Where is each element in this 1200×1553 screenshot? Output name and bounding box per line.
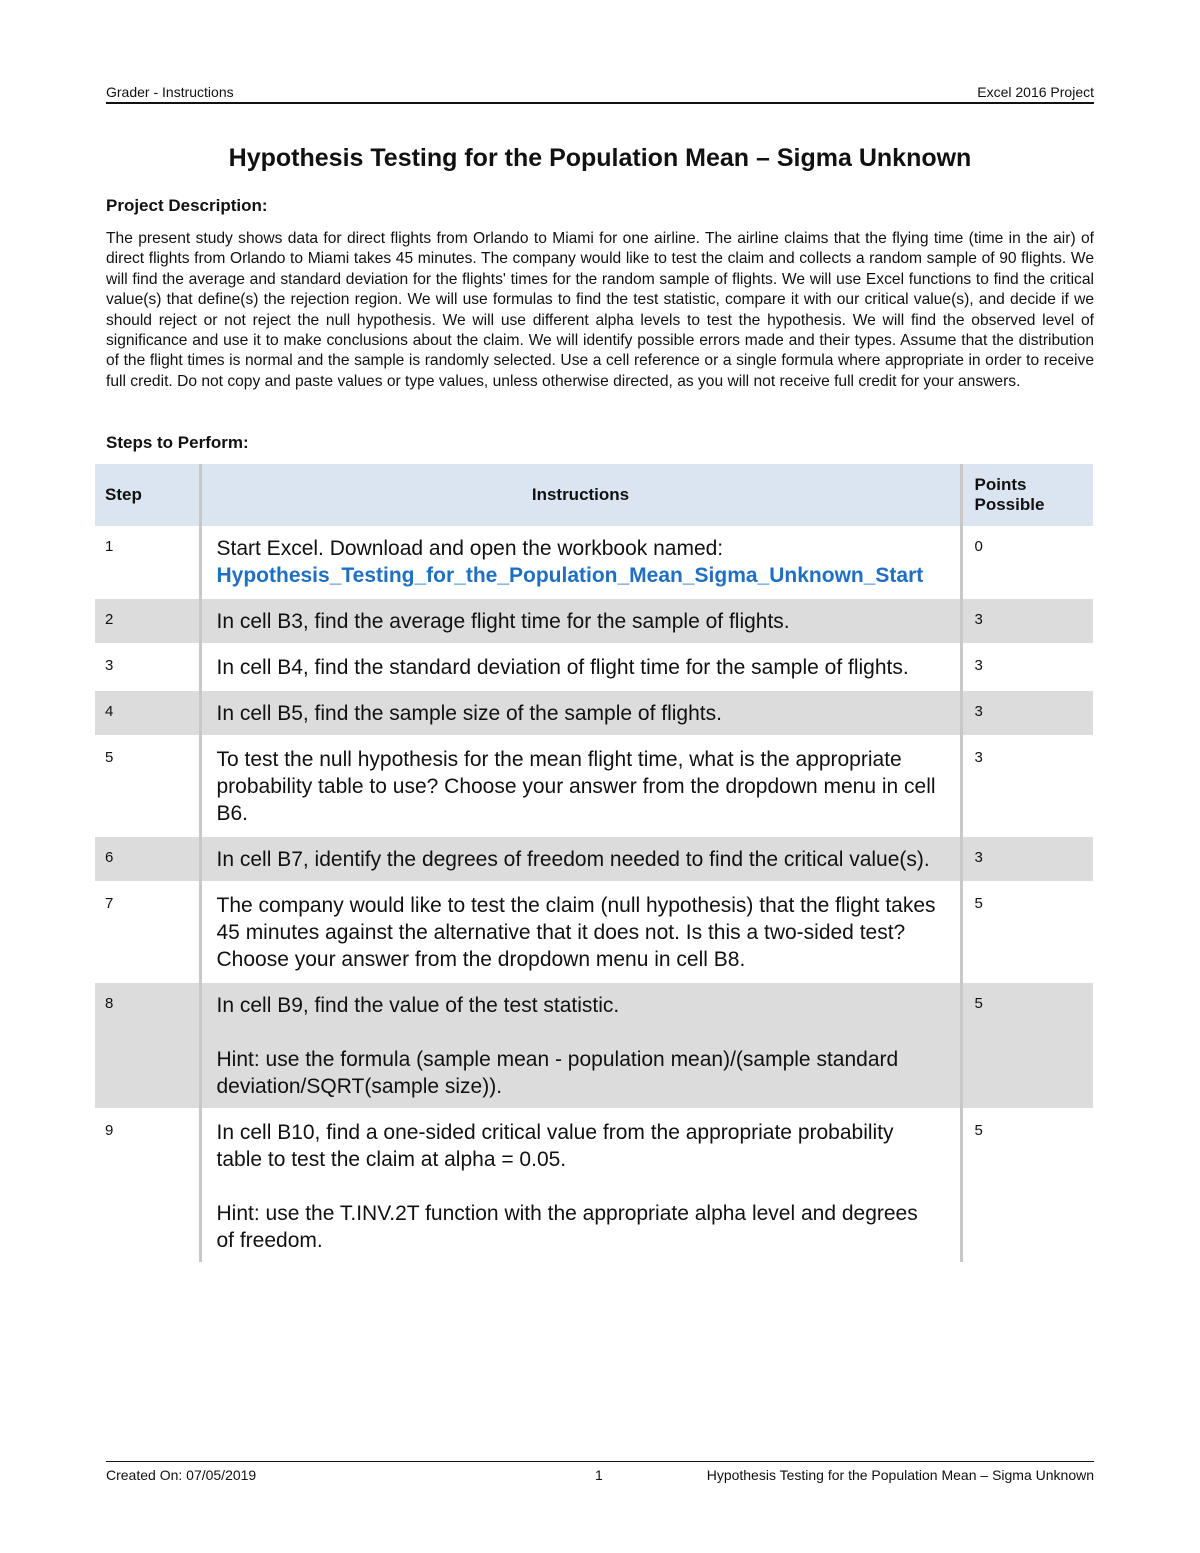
steps-table-body (95, 526, 1093, 1262)
step-number: 2 (95, 598, 200, 644)
table-row (95, 644, 1093, 690)
step-instructions (200, 836, 961, 882)
table-row (95, 1109, 1093, 1262)
step-number: 5 (95, 736, 200, 836)
step-instructions (200, 690, 961, 736)
step-number: 7 (95, 882, 200, 982)
table-row (95, 598, 1093, 644)
table-row (95, 882, 1093, 982)
instruction-text: In cell B5, find the sample size of the sample of flights. (216, 702, 722, 725)
footer-created-on: Created On: 07/05/2019 (106, 1467, 257, 1483)
points-value: 3 (961, 690, 1093, 736)
instruction-text: In cell B3, find the average flight time for the sample of flights. (216, 610, 790, 633)
instruction-text: In cell B4, find the standard deviation of flight time for the sample of flights. (216, 656, 909, 679)
step-instructions (200, 1109, 961, 1262)
points-value: 3 (961, 736, 1093, 836)
hint-text: Hint: use the T.INV.2T function with the appropriate alpha level and degrees of freedom. (216, 1202, 918, 1252)
header-left: Grader - Instructions (106, 84, 234, 100)
points-value: 5 (961, 1109, 1093, 1262)
page-header (106, 82, 1094, 104)
step-number: 1 (105, 538, 114, 555)
page-footer (106, 1461, 1094, 1486)
table-header-row (95, 464, 1093, 526)
step-number: 6 (95, 836, 200, 882)
step-number: 9 (95, 1109, 200, 1262)
points-value: 5 (961, 982, 1093, 1109)
footer-page-number: 1 (595, 1467, 603, 1483)
project-description-text: The present study shows data for direct flights from Orlando to Miami for one airline. The airline claims that the flying time (time in the air) of direct flights from Orlando to Miami takes 45 minutes. The company would like to test the claim and collects a random sample of 90 flights. We will find the average and standard deviation for the flights' times for the random sample of flights. We will use Excel functions to find the critical value(s) that define(s) the rejection region. We will use formulas to find the test statistic, compare it with our critical value(s), and decide if we should reject or not reject the null hypothesis. We will use different alpha levels to test the hypothesis. We will find the observed level of significance and use it to make conclusions about the claim. We will identify possible errors made and their types. Assume that the distribution of the flight times is normal and the sample is randomly selected. Use a cell reference or a single formula where appropriate in order to receive full credit. Do not copy and paste values or type values, unless otherwise directed, as you will not receive full credit for your answers. (106, 230, 1094, 390)
points-value: 3 (961, 598, 1093, 644)
instruction-text: In cell B10, find a one-sided critical value from the appropriate probability table to test the claim at alpha = 0.05. (216, 1121, 894, 1171)
instruction-text: In cell B9, find the value of the test statistic. (216, 994, 620, 1017)
footer-title: Hypothesis Testing for the Population Mean – Sigma Unknown (706, 1467, 1094, 1483)
step-number: 8 (95, 982, 200, 1109)
points-value: 0 (961, 526, 1093, 598)
instruction-text: The company would like to test the claim (null hypothesis) that the flight takes 45 minutes against the alternative that it does not. Is this a two-sided test? Choose your answer from the dropdown menu in cell B8. (216, 894, 936, 971)
instruction-text: Start Excel. Download and open the workbook named: (216, 537, 724, 560)
table-row (95, 836, 1093, 882)
points-column-header: Points Possible (961, 464, 1093, 526)
workbook-filename: Hypothesis_Testing_for_the_Population_Mean_Sigma_Unknown_Start (216, 564, 924, 587)
steps-table (95, 464, 1093, 1262)
points-value: 3 (961, 836, 1093, 882)
table-row (95, 690, 1093, 736)
instruction-text: In cell B7, identify the degrees of freedom needed to find the critical value(s). (216, 848, 930, 871)
table-row (95, 736, 1093, 836)
step-instructions (200, 644, 961, 690)
header-right: Excel 2016 Project (977, 84, 1094, 100)
step-instructions (200, 526, 961, 598)
hint-text: Hint: use the formula (sample mean - population mean)/(sample standard deviation/SQRT(sample size)). (216, 1048, 899, 1098)
instructions-column-header: Instructions (200, 464, 961, 526)
step-number: 4 (95, 690, 200, 736)
table-row (95, 526, 1093, 598)
project-description-heading: Project Description: (106, 196, 268, 215)
step-instructions (200, 882, 961, 982)
step-number: 3 (95, 644, 200, 690)
step-instructions (200, 982, 961, 1109)
step-column-header: Step (95, 464, 200, 526)
steps-heading: Steps to Perform: (106, 433, 249, 452)
instruction-text: To test the null hypothesis for the mean flight time, what is the appropriate probability table to use? Choose your answer from the dropdown menu in cell B6. (216, 748, 936, 825)
step-instructions (200, 598, 961, 644)
table-row (95, 982, 1093, 1109)
document-title: Hypothesis Testing for the Population Mean – Sigma Unknown (228, 144, 972, 172)
step-instructions (200, 736, 961, 836)
points-value: 5 (961, 882, 1093, 982)
points-value: 3 (961, 644, 1093, 690)
